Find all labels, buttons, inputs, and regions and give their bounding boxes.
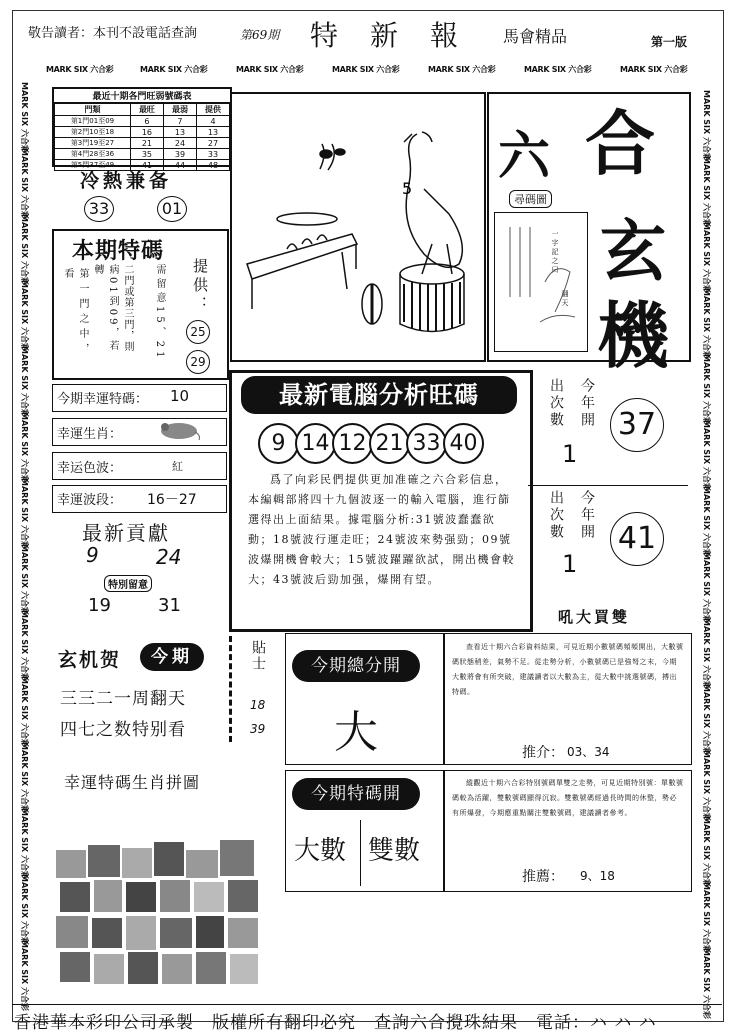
edition-label: 第一版 bbox=[651, 35, 688, 49]
watermark-text: MARK SIX 六合彩 bbox=[702, 354, 711, 425]
watermark-text: MARK SIX 六合彩 bbox=[20, 280, 29, 351]
special-note-number: 19 bbox=[88, 595, 111, 616]
xuanji-badge: 今期 bbox=[140, 643, 204, 671]
sticker-number: 18 bbox=[250, 698, 266, 712]
hot-cold-title: 冷熱兼备 bbox=[80, 170, 173, 192]
row-range: 10至18 bbox=[89, 128, 115, 136]
year-stat-label: 出次數 bbox=[548, 490, 564, 541]
watermark-text: MARK SIX 六合彩 bbox=[20, 742, 29, 813]
watermark-text: MARK SIX 六合彩 bbox=[20, 544, 29, 615]
rank-header: 最弱 bbox=[163, 104, 196, 116]
special-open-value: 雙數 bbox=[368, 836, 421, 866]
special-tip-label: 提供： bbox=[191, 258, 209, 315]
lucky-range: 16－27 bbox=[147, 492, 197, 508]
banner-char: 六 bbox=[498, 126, 551, 187]
scroll-title: 尋碼圖 bbox=[509, 190, 552, 208]
contribution-number: 24 bbox=[156, 545, 182, 569]
header-notice: 敬告讀者：本刊不設電話查詢 bbox=[28, 26, 198, 41]
issue-number: 第69期 bbox=[240, 28, 280, 42]
rank-header: 最旺 bbox=[130, 104, 163, 116]
computer-title: 最新電腦分析旺碼 bbox=[241, 376, 517, 414]
lucky-number: 10 bbox=[170, 387, 190, 405]
rat-icon bbox=[155, 418, 201, 442]
banner-char: 機 bbox=[597, 293, 670, 378]
puzzle-title: 幸運特碼生肖拼圖 bbox=[64, 773, 201, 792]
analysis-ball: 33 bbox=[406, 423, 447, 464]
recommend-value: 9、18 bbox=[580, 869, 615, 883]
cold-cell: 24 bbox=[163, 138, 196, 149]
watermark-text: MARK SIX 六合彩 bbox=[702, 816, 711, 887]
year-stat-label: 今年開 bbox=[579, 490, 595, 541]
table-row bbox=[55, 127, 230, 138]
watermark-text: MARK SIX 六合彩 bbox=[20, 412, 29, 483]
zodiac-puzzle-image bbox=[56, 820, 266, 995]
row-range: 19至27 bbox=[89, 139, 115, 147]
row-label: 第2門 bbox=[70, 128, 90, 136]
xuanji-line: 四七之数特别看 bbox=[60, 720, 186, 740]
watermark-text: MARK SIX 六合彩 bbox=[702, 156, 711, 227]
newspaper-subtitle: 馬會精品 bbox=[503, 27, 568, 46]
scroll-drawing bbox=[500, 222, 582, 342]
footer-copy: 香港華本彩印公司承製 版權所有翻印必究 查詢六合攪珠結果 電話： bbox=[14, 1013, 590, 1033]
lucky-color: 紅 bbox=[172, 460, 183, 473]
banner-char: 玄 bbox=[600, 212, 666, 290]
scroll-line: 翻天 bbox=[561, 290, 569, 308]
row-label: 第3門 bbox=[70, 139, 90, 147]
hot-cold-number: 01 bbox=[157, 196, 187, 222]
big-buy-title: 吼大買雙 bbox=[558, 608, 631, 626]
watermark-text: MARK SIX 六合彩 bbox=[20, 808, 29, 879]
lucky-zodiac-label: 幸運生肖： bbox=[57, 427, 123, 442]
watermark-text: MARK SIX 六合彩 bbox=[702, 90, 711, 161]
watermark-text: MARK SIX 六合彩 bbox=[702, 420, 711, 491]
cold-cell: 44 bbox=[163, 160, 196, 171]
row-label: 第4門 bbox=[70, 150, 90, 158]
notes-text: 查看近十期六合彩資料結果，可見近期小數號碼頻頻開出，大數號碼狀態稍差，氣勢不足。從走勢分析，小數號碼已是強弩之末，今期大數將會有所突破，建議讀者以大數為主，從大數中挑選號碼，搏出特碼。 bbox=[452, 643, 684, 696]
special-number: 25 bbox=[186, 320, 210, 344]
analysis-ball: 40 bbox=[443, 423, 484, 464]
divider bbox=[360, 820, 361, 886]
footer-text bbox=[14, 1008, 657, 1033]
cold-cell: 7 bbox=[163, 116, 196, 127]
sticker-label: 貼士 bbox=[250, 640, 266, 672]
cold-cell: 39 bbox=[163, 149, 196, 160]
table-row bbox=[55, 116, 230, 127]
watermark-text: MARK SIX 六合彩 bbox=[524, 65, 592, 74]
rank-table bbox=[54, 103, 230, 171]
watermark-text: MARK SIX 六合彩 bbox=[702, 222, 711, 293]
special-note-number: 31 bbox=[158, 595, 181, 616]
footer-rule bbox=[12, 1004, 722, 1005]
watermark-text: MARK SIX 六合彩 bbox=[702, 948, 711, 1019]
watermark-text: MARK SIX 六合彩 bbox=[20, 346, 29, 417]
analysis-ball: 9 bbox=[258, 423, 299, 464]
year-stat-ball: 37 bbox=[610, 398, 664, 452]
hot-cell: 35 bbox=[130, 149, 163, 160]
hot-cell: 16 bbox=[130, 127, 163, 138]
computer-paragraph: 爲了向彩民們提供更加准確之六合彩信息，本編輯部將四十九個波逐一的輸入電腦，進行篩選得出上面結果。據電腦分析:31號波蠢蠢欲動；18號波行運走旺；24號波來勢强勁；09號波爆開機會較大；15號波躍躍欲試，開出機會較大；43號波后勁加强，爆開有望。 bbox=[248, 473, 515, 586]
row-range: 37至49 bbox=[89, 161, 115, 169]
lucky-color-label: 幸运色波： bbox=[57, 461, 123, 476]
crane-illustration bbox=[232, 94, 484, 360]
year-stat-label: 今年開 bbox=[579, 378, 595, 429]
xuanji-title: 玄机贺 bbox=[58, 649, 122, 671]
illustration-box bbox=[230, 92, 486, 362]
watermark-text: MARK SIX 六合彩 bbox=[332, 65, 400, 74]
row-range: 01至09 bbox=[89, 117, 115, 125]
row-label: 第5門 bbox=[70, 161, 90, 169]
watermark-text: MARK SIX 六合彩 bbox=[236, 65, 304, 74]
lucky-range-label: 幸運波段： bbox=[57, 493, 123, 508]
lucky-number-label: 今期幸運特碼： bbox=[57, 392, 149, 407]
special-text-col: 病01到09，若轉 bbox=[92, 264, 118, 354]
special-number: 29 bbox=[186, 350, 210, 374]
special-open-title: 今期特碼開 bbox=[292, 778, 420, 810]
table-row bbox=[55, 149, 230, 160]
tip-cell: 27 bbox=[196, 138, 229, 149]
special-title: 本期特碼 bbox=[72, 238, 165, 264]
tip-cell: 13 bbox=[196, 127, 229, 138]
watermark-text: MARK SIX 六合彩 bbox=[702, 486, 711, 557]
year-stat-ball: 41 bbox=[610, 512, 664, 566]
contribution-number: 9 bbox=[86, 543, 99, 567]
pick-label: 推介： bbox=[522, 745, 564, 761]
notes-text: 縱觀近十期六合彩特別號碼單雙之走勢，可見近期特別號：單數號碼較為活躍，雙數號碼顯得沉寂。雙數號碼經過長時間的休整，勢必有所爆發，今期應重點關注雙數號碼，建議讀者參考。 bbox=[452, 779, 684, 817]
watermark-text: MARK SIX 六合彩 bbox=[20, 82, 29, 153]
year-stat-count: 1 bbox=[562, 440, 578, 468]
watermark-text: MARK SIX 六合彩 bbox=[702, 552, 711, 623]
cold-cell: 13 bbox=[163, 127, 196, 138]
analysis-ball: 21 bbox=[369, 423, 410, 464]
newspaper-title: 特 新 報 bbox=[310, 19, 461, 52]
rank-table-box bbox=[52, 87, 232, 170]
watermark-text: MARK SIX 六合彩 bbox=[20, 874, 29, 945]
analysis-ball: 12 bbox=[332, 423, 373, 464]
computer-balls bbox=[258, 423, 480, 464]
special-text-col: 需留意15、21 bbox=[154, 264, 165, 362]
watermark-text: MARK SIX 六合彩 bbox=[20, 610, 29, 681]
hot-cold-number: 33 bbox=[84, 196, 114, 222]
year-stat-label: 出次數 bbox=[548, 378, 564, 429]
footer-phone: ハ ハ ハ bbox=[590, 1013, 657, 1033]
watermark-text: MARK SIX 六合彩 bbox=[20, 676, 29, 747]
total-open-title: 今期總分開 bbox=[292, 650, 420, 682]
tip-cell: 33 bbox=[196, 149, 229, 160]
special-text-col: 二門或第三門，則 bbox=[122, 264, 133, 352]
watermark-text: MARK SIX 六合彩 bbox=[20, 478, 29, 549]
pick-value: 03、34 bbox=[567, 745, 610, 759]
watermark-text: MARK SIX 六合彩 bbox=[702, 288, 711, 359]
recommend-label: 推薦： bbox=[522, 869, 564, 885]
divider bbox=[229, 636, 232, 742]
watermark-text: MARK SIX 六合彩 bbox=[20, 148, 29, 219]
hot-cell: 41 bbox=[130, 160, 163, 171]
tip-cell: 4 bbox=[196, 116, 229, 127]
rank-table-header bbox=[55, 104, 230, 116]
rank-header: 門類 bbox=[55, 104, 131, 116]
special-text-col: 第一門之中，看 bbox=[62, 268, 88, 358]
svg-text:5: 5 bbox=[402, 179, 413, 198]
row-range: 28至36 bbox=[89, 150, 115, 158]
watermark-text: MARK SIX 六合彩 bbox=[428, 65, 496, 74]
year-stat-count: 1 bbox=[562, 550, 578, 578]
xuanji-line: 三三二一周翻天 bbox=[60, 689, 186, 709]
total-open-value: 大 bbox=[334, 707, 378, 758]
banner-char: 合 bbox=[585, 102, 655, 185]
contribution-title: 最新貢獻 bbox=[82, 521, 170, 545]
watermark-text: MARK SIX 六合彩 bbox=[702, 618, 711, 689]
watermark-text: MARK SIX 六合彩 bbox=[46, 65, 114, 74]
watermark-text: MARK SIX 六合彩 bbox=[702, 750, 711, 821]
row-label: 第1門 bbox=[70, 117, 90, 125]
sticker-number: 39 bbox=[250, 722, 266, 736]
analysis-ball: 14 bbox=[295, 423, 336, 464]
watermark-text: MARK SIX 六合彩 bbox=[20, 214, 29, 285]
tip-cell: 48 bbox=[196, 160, 229, 171]
rank-header: 提供 bbox=[196, 104, 229, 116]
watermark-text: MARK SIX 六合彩 bbox=[20, 940, 29, 1011]
watermark-text: MARK SIX 六合彩 bbox=[140, 65, 208, 74]
rank-table-title: 最近十期各門旺弱號碼表 bbox=[54, 89, 230, 103]
hot-cell: 21 bbox=[130, 138, 163, 149]
table-row bbox=[55, 138, 230, 149]
hot-cell: 6 bbox=[130, 116, 163, 127]
watermark-text: MARK SIX 六合彩 bbox=[620, 65, 688, 74]
scroll-line: 一字記之曰 bbox=[551, 230, 559, 275]
watermark-text: MARK SIX 六合彩 bbox=[702, 882, 711, 953]
watermark-text: MARK SIX 六合彩 bbox=[702, 684, 711, 755]
special-note-title: 特別留意 bbox=[104, 575, 152, 592]
special-open-value: 大數 bbox=[294, 836, 347, 866]
divider bbox=[528, 485, 688, 486]
